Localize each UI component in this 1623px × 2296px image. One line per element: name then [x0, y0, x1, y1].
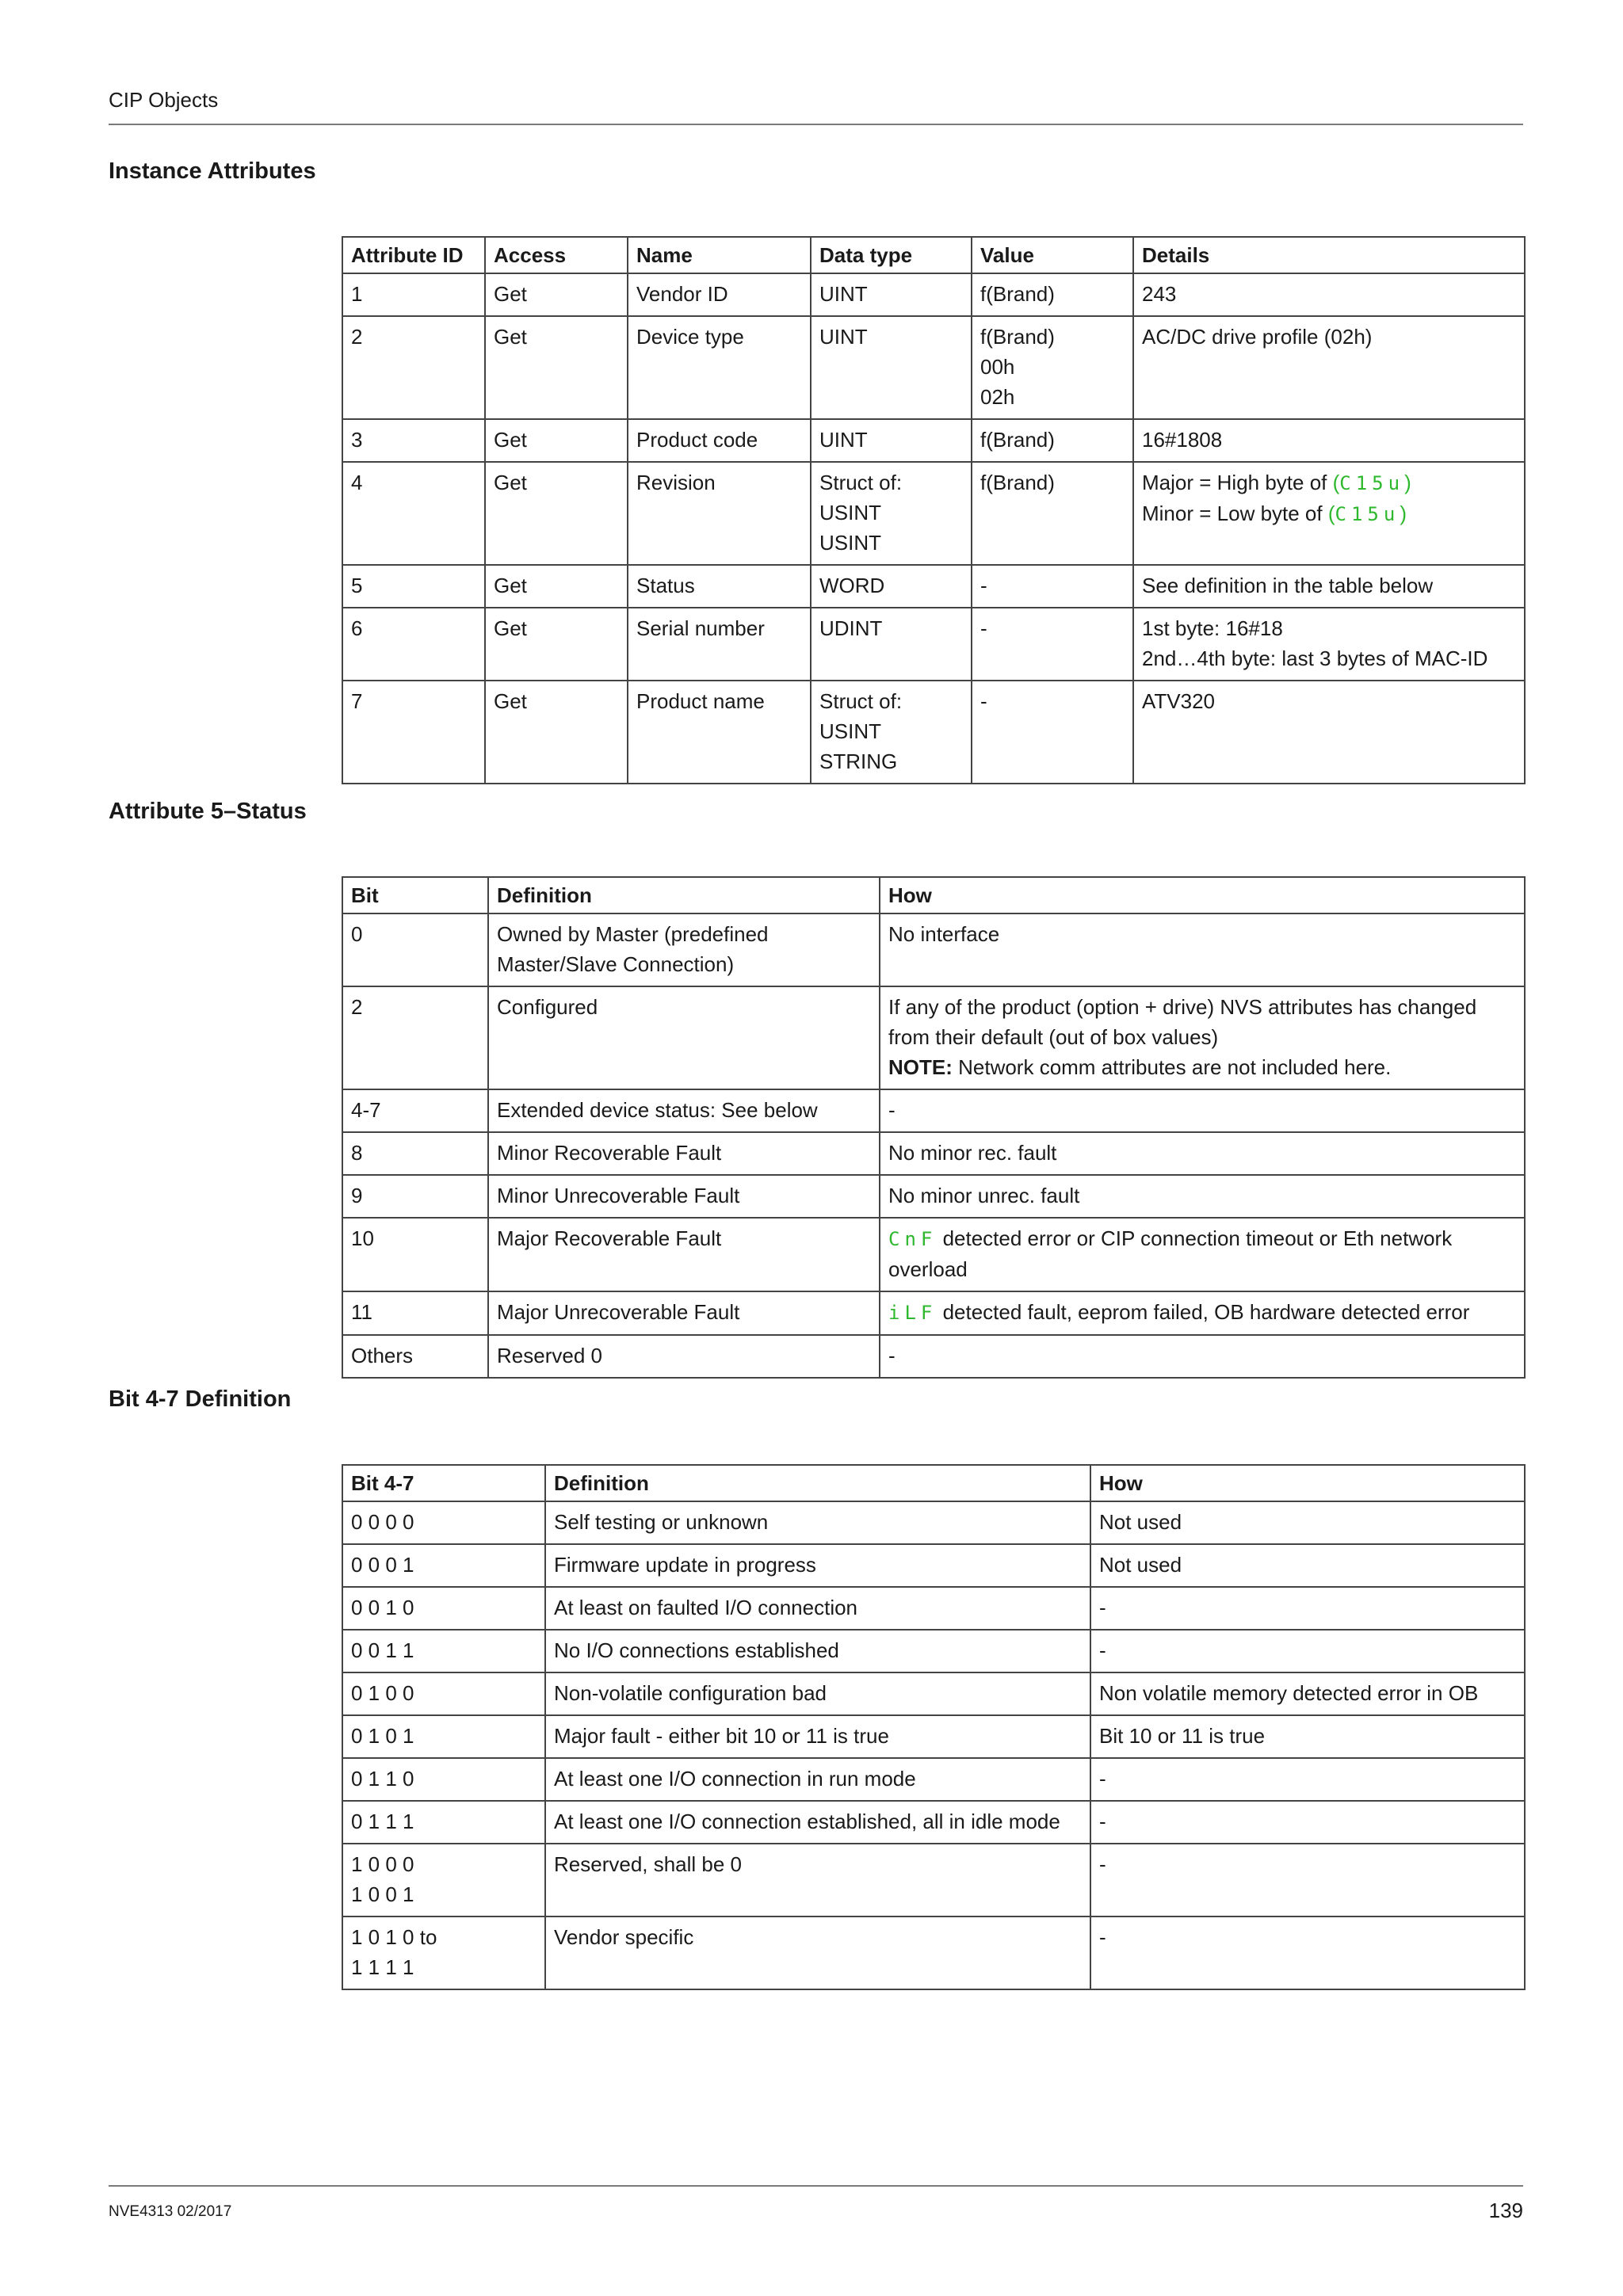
- definition-line: Minor Unrecoverable Fault: [497, 1184, 740, 1207]
- how-text: -: [888, 1098, 896, 1122]
- how-cell: [880, 913, 1525, 986]
- how-cell: [880, 1218, 1525, 1291]
- table-row: [342, 1715, 1525, 1758]
- table-row: [342, 1672, 1525, 1715]
- bit-pattern-cell: [342, 1844, 545, 1917]
- table-row: [342, 316, 1525, 419]
- name-cell: Product name: [628, 681, 811, 784]
- bit-cell: Others: [342, 1335, 488, 1378]
- definition-cell: At least one I/O connection in run mode: [545, 1758, 1090, 1801]
- table-row: [342, 913, 1525, 986]
- definition-cell: [488, 1132, 880, 1175]
- column-header: Attribute ID: [342, 237, 485, 273]
- value-cell: [972, 565, 1133, 608]
- instance-attributes-table: [342, 236, 1526, 784]
- definition-line: Major Unrecoverable Fault: [497, 1300, 740, 1324]
- table-row: [342, 273, 1525, 316]
- name-cell: Status: [628, 565, 811, 608]
- bit-pattern-cell: [342, 1501, 545, 1544]
- definition-cell: [488, 1089, 880, 1132]
- table-row: [342, 419, 1525, 462]
- table-row: [342, 1335, 1525, 1378]
- details-cell: [1133, 316, 1525, 419]
- how-cell: -: [1090, 1630, 1525, 1672]
- note-label: NOTE:: [888, 1055, 953, 1079]
- table-row: [342, 986, 1525, 1089]
- open-paren-glyph: (: [1322, 502, 1335, 525]
- column-header: Access: [485, 237, 628, 273]
- definition-cell: At least on faulted I/O connection: [545, 1587, 1090, 1630]
- definition-cell: At least one I/O connection established, all in idle mode: [545, 1801, 1090, 1844]
- table-row: [342, 1544, 1525, 1587]
- details-line: [1142, 570, 1516, 601]
- footer-doc-reference: NVE4313 02/2017: [109, 2203, 232, 2220]
- table-row: [342, 608, 1525, 681]
- bit-cell: 11: [342, 1291, 488, 1335]
- data-type-cell: [811, 608, 972, 681]
- table-row: [342, 1291, 1525, 1335]
- definition-line: Owned by Master (predefined: [497, 922, 769, 946]
- details-line: [1142, 686, 1516, 716]
- value-line: 02h: [980, 385, 1015, 409]
- column-header: Definition: [488, 877, 880, 913]
- definition-line: Extended device status: See below: [497, 1098, 818, 1122]
- bit-pattern-line: 0 0 0 0: [351, 1510, 414, 1534]
- column-header: How: [1090, 1465, 1525, 1501]
- how-line: [888, 1297, 1516, 1328]
- page-number: 139: [1488, 2199, 1523, 2222]
- attribute-id-cell: 6: [342, 608, 485, 681]
- details-line: [1142, 613, 1516, 643]
- bit-pattern-line: 1 0 0 0: [351, 1852, 414, 1876]
- attribute-id-cell: 4: [342, 462, 485, 565]
- value-line: -: [980, 616, 987, 640]
- details-cell: [1133, 419, 1525, 462]
- how-line: [888, 1138, 1516, 1168]
- definition-cell: [488, 1175, 880, 1218]
- table-row: [342, 681, 1525, 784]
- bit-pattern-cell: [342, 1630, 545, 1672]
- column-header: Details: [1133, 237, 1525, 273]
- footer-rule: [109, 2185, 1523, 2187]
- close-paren-glyph: ): [1404, 471, 1411, 494]
- bit-cell: 9: [342, 1175, 488, 1218]
- how-text: from their default (out of box values): [888, 1025, 1219, 1049]
- value-line: -: [980, 574, 987, 597]
- details-text: See definition in the table below: [1142, 574, 1434, 597]
- table-row: [342, 1089, 1525, 1132]
- data-type-cell: [811, 681, 972, 784]
- table-header-row: [342, 1465, 1525, 1501]
- column-header: Value: [972, 237, 1133, 273]
- details-cell: [1133, 608, 1525, 681]
- how-line: [888, 1223, 1516, 1254]
- definition-cell: Vendor specific: [545, 1917, 1090, 1989]
- details-cell: [1133, 462, 1525, 565]
- value-cell: [972, 462, 1133, 565]
- details-text: 1st byte: 16#18: [1142, 616, 1283, 640]
- how-text: -: [888, 1344, 896, 1367]
- bit-pattern-line: 1 1 1 1: [351, 1955, 414, 1979]
- bit-pattern-line: 1 0 0 1: [351, 1882, 414, 1906]
- data-type-line: USINT: [819, 531, 881, 555]
- details-line: [1142, 498, 1516, 529]
- access-cell: Get: [485, 608, 628, 681]
- how-cell: [880, 986, 1525, 1089]
- how-cell: Not used: [1090, 1501, 1525, 1544]
- attribute-id-cell: 2: [342, 316, 485, 419]
- how-cell: Not used: [1090, 1544, 1525, 1587]
- how-line: [888, 1095, 1516, 1125]
- definition-cell: Major fault - either bit 10 or 11 is true: [545, 1715, 1090, 1758]
- how-text: No interface: [888, 922, 1000, 946]
- data-type-line: Struct of:: [819, 471, 903, 494]
- how-cell: -: [1090, 1801, 1525, 1844]
- details-line: [1142, 643, 1516, 673]
- value-line: f(Brand): [980, 428, 1055, 452]
- table-row: [342, 1801, 1525, 1844]
- column-header: Bit 4-7: [342, 1465, 545, 1501]
- open-paren-glyph: (: [1327, 471, 1340, 494]
- how-line: [888, 1341, 1516, 1371]
- details-cell: [1133, 273, 1525, 316]
- attribute-id-cell: 3: [342, 419, 485, 462]
- how-cell: [880, 1132, 1525, 1175]
- data-type-line: USINT: [819, 719, 881, 743]
- access-cell: Get: [485, 462, 628, 565]
- how-cell: -: [1090, 1844, 1525, 1917]
- lcd-parameter-code: C15u: [1339, 472, 1405, 494]
- data-type-line: UINT: [819, 325, 868, 349]
- details-line: [1142, 322, 1516, 352]
- value-cell: [972, 681, 1133, 784]
- details-text: Minor = Low byte of: [1142, 502, 1323, 525]
- bit-pattern-line: 0 1 0 0: [351, 1681, 414, 1705]
- status-bits-table: [342, 876, 1526, 1379]
- table-row: [342, 1917, 1525, 1989]
- section-title-status: Attribute 5–Status: [109, 799, 307, 824]
- how-line: [888, 1022, 1516, 1052]
- table-row: [342, 1630, 1525, 1672]
- definition-cell: No I/O connections established: [545, 1630, 1090, 1672]
- bit-pattern-cell: [342, 1544, 545, 1587]
- note-line: [888, 1052, 1516, 1082]
- data-type-cell: [811, 462, 972, 565]
- access-cell: Get: [485, 565, 628, 608]
- definition-line: Configured: [497, 995, 598, 1019]
- running-header: CIP Objects: [109, 88, 219, 112]
- definition-line: Major Recoverable Fault: [497, 1226, 722, 1250]
- name-cell: Device type: [628, 316, 811, 419]
- definition-cell: Reserved, shall be 0: [545, 1844, 1090, 1917]
- how-line: [888, 1180, 1516, 1211]
- details-text: Major = High byte of: [1142, 471, 1327, 494]
- close-paren-glyph: ): [1400, 502, 1407, 525]
- bit-definition-table: [342, 1464, 1526, 1990]
- data-type-line: Struct of:: [819, 689, 903, 713]
- value-line: f(Brand): [980, 282, 1055, 306]
- definition-line: Reserved 0: [497, 1344, 602, 1367]
- column-header: Bit: [342, 877, 488, 913]
- name-cell: Vendor ID: [628, 273, 811, 316]
- section-title-instance-attributes: Instance Attributes: [109, 158, 316, 184]
- bit-pattern-cell: [342, 1801, 545, 1844]
- bit-cell: 4-7: [342, 1089, 488, 1132]
- definition-line: Minor Recoverable Fault: [497, 1141, 722, 1165]
- access-cell: Get: [485, 681, 628, 784]
- data-type-cell: [811, 273, 972, 316]
- how-cell: -: [1090, 1587, 1525, 1630]
- header-rule: [109, 124, 1523, 125]
- details-line: [1142, 425, 1516, 455]
- column-header: Definition: [545, 1465, 1090, 1501]
- data-type-line: UINT: [819, 428, 868, 452]
- definition-cell: Firmware update in progress: [545, 1544, 1090, 1587]
- how-cell: [880, 1335, 1525, 1378]
- how-text: overload: [888, 1257, 968, 1281]
- table-header-row: [342, 877, 1525, 913]
- table-row: [342, 1501, 1525, 1544]
- data-type-line: STRING: [819, 749, 898, 773]
- name-cell: Product code: [628, 419, 811, 462]
- how-text: No minor rec. fault: [888, 1141, 1057, 1165]
- details-text: 243: [1142, 282, 1177, 306]
- how-text: detected fault, eeprom failed, OB hardware detected error: [937, 1300, 1470, 1324]
- name-cell: Revision: [628, 462, 811, 565]
- details-text: ATV320: [1142, 689, 1216, 713]
- table-row: [342, 1758, 1525, 1801]
- how-cell: Bit 10 or 11 is true: [1090, 1715, 1525, 1758]
- column-header: Name: [628, 237, 811, 273]
- bit-cell: 8: [342, 1132, 488, 1175]
- attribute-id-cell: 5: [342, 565, 485, 608]
- access-cell: Get: [485, 419, 628, 462]
- table-row: [342, 462, 1525, 565]
- bit-cell: 0: [342, 913, 488, 986]
- definition-cell: [488, 913, 880, 986]
- how-cell: Non volatile memory detected error in OB: [1090, 1672, 1525, 1715]
- lcd-parameter-code: C15u: [1335, 503, 1400, 525]
- value-cell: [972, 608, 1133, 681]
- column-header: How: [880, 877, 1525, 913]
- bit-pattern-line: 0 0 1 0: [351, 1596, 414, 1619]
- lcd-fault-code: CnF: [888, 1228, 938, 1250]
- column-header: Data type: [811, 237, 972, 273]
- how-text: No minor unrec. fault: [888, 1184, 1080, 1207]
- table-header-row: [342, 237, 1525, 273]
- value-line: 00h: [980, 355, 1015, 379]
- attribute-id-cell: 7: [342, 681, 485, 784]
- bit-pattern-line: 0 1 0 1: [351, 1724, 414, 1748]
- table-row: [342, 1175, 1525, 1218]
- how-line: [888, 992, 1516, 1022]
- name-cell: Serial number: [628, 608, 811, 681]
- access-cell: Get: [485, 273, 628, 316]
- details-text: 16#1808: [1142, 428, 1223, 452]
- how-text: If any of the product (option + drive) NVS attributes has changed: [888, 995, 1477, 1019]
- definition-cell: Self testing or unknown: [545, 1501, 1090, 1544]
- value-cell: [972, 419, 1133, 462]
- definition-cell: [488, 1218, 880, 1291]
- how-cell: [880, 1175, 1525, 1218]
- how-cell: [880, 1089, 1525, 1132]
- how-line: [888, 1254, 1516, 1284]
- definition-cell: Non-volatile configuration bad: [545, 1672, 1090, 1715]
- value-cell: [972, 316, 1133, 419]
- data-type-line: WORD: [819, 574, 885, 597]
- value-line: f(Brand): [980, 325, 1055, 349]
- bit-pattern-line: 0 1 1 0: [351, 1767, 414, 1791]
- how-cell: -: [1090, 1917, 1525, 1989]
- details-text: AC/DC drive profile (02h): [1142, 325, 1373, 349]
- bit-pattern-cell: [342, 1917, 545, 1989]
- data-type-cell: [811, 565, 972, 608]
- value-line: f(Brand): [980, 471, 1055, 494]
- data-type-cell: [811, 419, 972, 462]
- data-type-cell: [811, 316, 972, 419]
- bit-pattern-line: 1 0 1 0 to: [351, 1925, 437, 1949]
- details-line: [1142, 279, 1516, 309]
- value-cell: [972, 273, 1133, 316]
- how-text: detected error or CIP connection timeout or Eth network: [937, 1226, 1453, 1250]
- table-row: [342, 1132, 1525, 1175]
- access-cell: Get: [485, 316, 628, 419]
- bit-pattern-cell: [342, 1672, 545, 1715]
- attribute-id-cell: 1: [342, 273, 485, 316]
- bit-pattern-cell: [342, 1715, 545, 1758]
- data-type-line: USINT: [819, 501, 881, 524]
- table-row: [342, 565, 1525, 608]
- details-line: [1142, 467, 1516, 498]
- bit-pattern-cell: [342, 1587, 545, 1630]
- details-cell: [1133, 565, 1525, 608]
- bit-pattern-line: 0 0 1 1: [351, 1638, 414, 1662]
- how-cell: [880, 1291, 1525, 1335]
- bit-pattern-line: 0 1 1 1: [351, 1810, 414, 1833]
- bit-cell: 10: [342, 1218, 488, 1291]
- table-row: [342, 1218, 1525, 1291]
- bit-pattern-cell: [342, 1758, 545, 1801]
- bit-cell: 2: [342, 986, 488, 1089]
- lcd-fault-code: iLF: [888, 1302, 938, 1324]
- section-title-bit-definition: Bit 4-7 Definition: [109, 1386, 292, 1412]
- details-cell: [1133, 681, 1525, 784]
- definition-cell: [488, 986, 880, 1089]
- how-cell: -: [1090, 1758, 1525, 1801]
- how-line: [888, 919, 1516, 949]
- note-text: Network comm attributes are not included here.: [952, 1055, 1392, 1079]
- data-type-line: UINT: [819, 282, 868, 306]
- table-row: [342, 1587, 1525, 1630]
- definition-line: Master/Slave Connection): [497, 952, 735, 976]
- data-type-line: UDINT: [819, 616, 883, 640]
- definition-cell: [488, 1335, 880, 1378]
- value-line: -: [980, 689, 987, 713]
- definition-cell: [488, 1291, 880, 1335]
- table-row: [342, 1844, 1525, 1917]
- bit-pattern-line: 0 0 0 1: [351, 1553, 414, 1577]
- details-text: 2nd…4th byte: last 3 bytes of MAC-ID: [1142, 646, 1488, 670]
